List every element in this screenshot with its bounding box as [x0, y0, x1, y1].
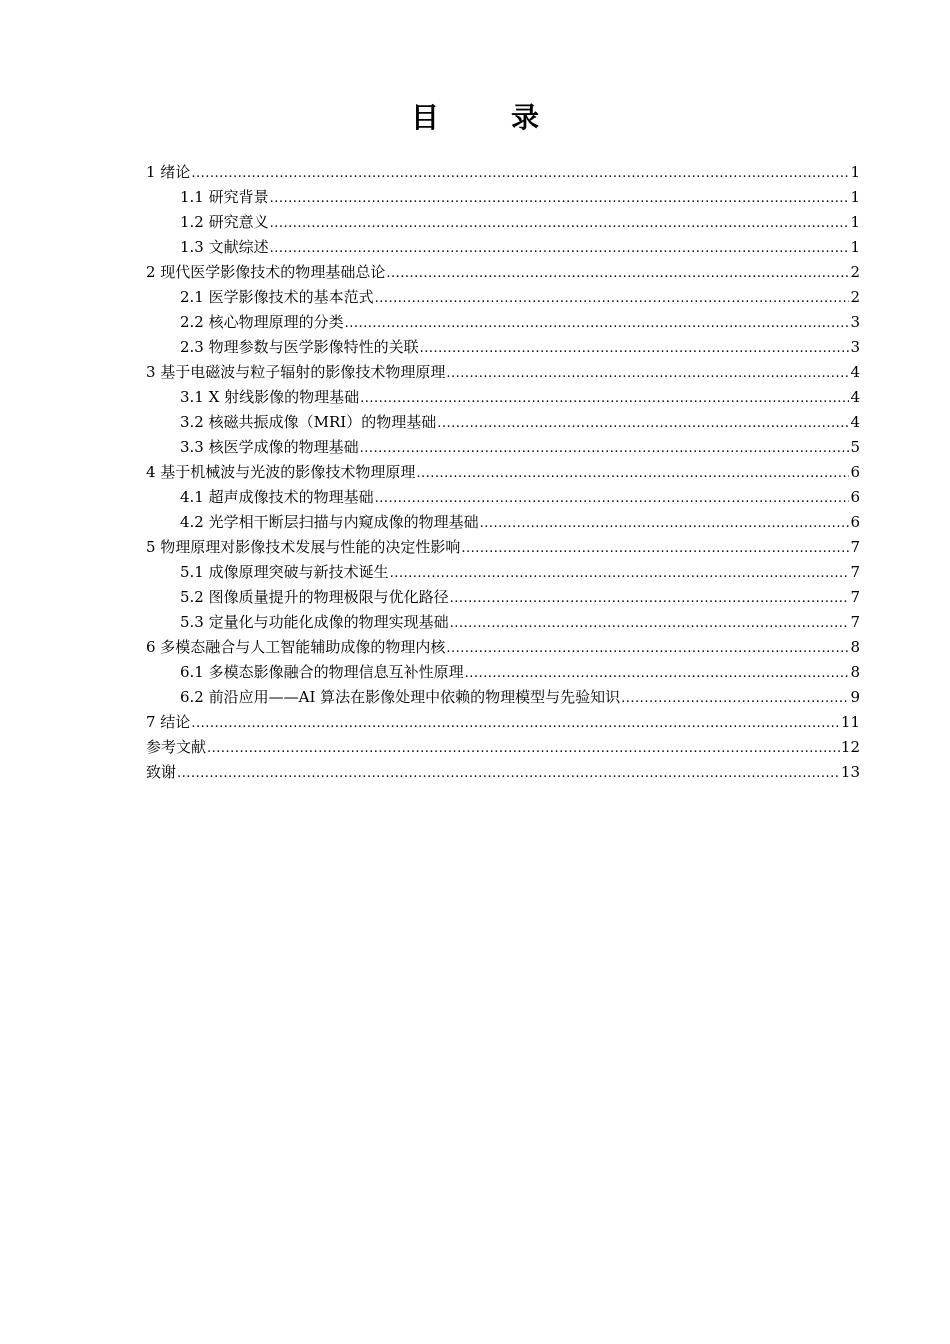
toc-entry-page-number: 6: [850, 513, 860, 531]
toc-entry[interactable]: [146, 560, 860, 585]
toc-entry[interactable]: [146, 260, 860, 285]
toc-entry-page-number: 3: [850, 313, 860, 331]
toc-dot-leader: [390, 561, 850, 586]
toc-entry-label: 4.1 超声成像技术的物理基础: [180, 488, 374, 506]
toc-dot-leader: [360, 436, 850, 461]
toc-dot-leader: [177, 761, 840, 786]
toc-entry-label: 4.2 光学相干断层扫描与内窥成像的物理基础: [180, 513, 479, 531]
toc-dot-leader: [207, 736, 840, 761]
toc-entry-page-number: 6: [850, 463, 860, 481]
toc-dot-leader: [420, 336, 850, 361]
toc-entry-page-number: 4: [850, 363, 860, 381]
toc-entry[interactable]: [146, 360, 860, 385]
toc-entry-page-number: 1: [850, 238, 860, 256]
toc-entry-page-number: 13: [840, 763, 860, 781]
toc-entry[interactable]: [146, 610, 860, 635]
toc-dot-leader: [191, 711, 840, 736]
toc-entry-label: 参考文献: [146, 738, 207, 756]
toc-entry-page-number: 11: [840, 713, 860, 731]
toc-entry-page-number: 4: [850, 413, 860, 431]
toc-dot-leader: [416, 461, 849, 486]
toc-entry-page-number: 1: [850, 213, 860, 231]
toc-title: 目 录: [410, 101, 561, 134]
toc-dot-leader: [446, 361, 849, 386]
toc-entry[interactable]: [146, 310, 860, 335]
toc-entry-label: 5 物理原理对影像技术发展与性能的决定性影响: [146, 538, 461, 556]
toc-entry-label: 3.3 核医学成像的物理基础: [180, 438, 359, 456]
toc-dot-leader: [437, 411, 849, 436]
toc-entry-label: 3.1 X 射线影像的物理基础: [180, 388, 360, 406]
toc-entry-label: 2.2 核心物理原理的分类: [180, 313, 344, 331]
toc-entry-label: 6 多模态融合与人工智能辅助成像的物理内核: [146, 638, 446, 656]
toc-entry-page-number: 7: [850, 538, 860, 556]
toc-dot-leader: [450, 586, 850, 611]
toc-entry-page-number: 3: [850, 338, 860, 356]
toc-entry-page-number: 7: [850, 613, 860, 631]
toc-entry-page-number: 6: [850, 488, 860, 506]
toc-entry-page-number: 5: [850, 438, 860, 456]
toc-dot-leader: [191, 161, 849, 186]
toc-entry[interactable]: [146, 710, 860, 735]
table-of-contents: [146, 160, 860, 785]
toc-dot-leader: [465, 661, 850, 686]
toc-entry-label: 6.2 前沿应用——AI 算法在影像处理中依赖的物理模型与先验知识: [180, 688, 621, 706]
toc-entry-label: 3.2 核磁共振成像（MRI）的物理基础: [180, 413, 437, 431]
toc-entry[interactable]: [146, 510, 860, 535]
toc-dot-leader: [345, 311, 850, 336]
toc-entry[interactable]: [146, 235, 860, 260]
toc-entry-page-number: 2: [850, 288, 860, 306]
toc-dot-leader: [450, 611, 850, 636]
toc-dot-leader: [386, 261, 849, 286]
toc-entry-page-number: 8: [850, 638, 860, 656]
toc-dot-leader: [621, 686, 849, 711]
toc-entry[interactable]: [146, 585, 860, 610]
toc-dot-leader: [446, 636, 849, 661]
toc-dot-leader: [270, 186, 850, 211]
toc-entry-label: 6.1 多模态影像融合的物理信息互补性原理: [180, 663, 464, 681]
toc-entry-label: 1.1 研究背景: [180, 188, 269, 206]
toc-entry-page-number: 7: [850, 588, 860, 606]
toc-entry[interactable]: [146, 635, 860, 660]
toc-entry[interactable]: [146, 660, 860, 685]
toc-entry-page-number: 7: [850, 563, 860, 581]
toc-entry[interactable]: [146, 185, 860, 210]
toc-entry[interactable]: [146, 685, 860, 710]
toc-entry[interactable]: [146, 160, 860, 185]
toc-dot-leader: [270, 211, 850, 236]
toc-entry[interactable]: [146, 285, 860, 310]
toc-entry-label: 5.2 图像质量提升的物理极限与优化路径: [180, 588, 449, 606]
toc-dot-leader: [360, 386, 849, 411]
toc-entry[interactable]: [146, 435, 860, 460]
toc-entry[interactable]: [146, 535, 860, 560]
toc-entry[interactable]: [146, 485, 860, 510]
toc-entry[interactable]: [146, 460, 860, 485]
toc-entry[interactable]: [146, 410, 860, 435]
toc-entry-label: 2.3 物理参数与医学影像特性的关联: [180, 338, 419, 356]
toc-entry[interactable]: [146, 385, 860, 410]
toc-entry-label: 致谢: [146, 763, 177, 781]
toc-entry-label: 7 结论: [146, 713, 191, 731]
toc-entry-page-number: 1: [850, 188, 860, 206]
toc-entry-label: 1.3 文献综述: [180, 238, 269, 256]
toc-entry-page-number: 4: [850, 388, 860, 406]
toc-entry-page-number: 1: [850, 163, 860, 181]
toc-entry-label: 1.2 研究意义: [180, 213, 269, 231]
toc-entry-page-number: 12: [840, 738, 860, 756]
toc-entry-label: 5.3 定量化与功能化成像的物理实现基础: [180, 613, 449, 631]
toc-entry-label: 5.1 成像原理突破与新技术诞生: [180, 563, 389, 581]
toc-entry-label: 3 基于电磁波与粒子辐射的影像技术物理原理: [146, 363, 446, 381]
toc-entry[interactable]: [146, 735, 860, 760]
toc-entry-label: 4 基于机械波与光波的影像技术物理原理: [146, 463, 416, 481]
toc-entry[interactable]: [146, 210, 860, 235]
toc-dot-leader: [375, 486, 850, 511]
toc-dot-leader: [480, 511, 850, 536]
toc-dot-leader: [461, 536, 849, 561]
toc-entry-page-number: 2: [850, 263, 860, 281]
toc-dot-leader: [270, 236, 850, 261]
toc-entry-label: 2 现代医学影像技术的物理基础总论: [146, 263, 386, 281]
toc-dot-leader: [375, 286, 850, 311]
toc-entry-page-number: 9: [850, 688, 860, 706]
toc-entry[interactable]: [146, 335, 860, 360]
toc-entry[interactable]: [146, 760, 860, 785]
toc-entry-page-number: 8: [850, 663, 860, 681]
toc-entry-label: 2.1 医学影像技术的基本范式: [180, 288, 374, 306]
toc-entry-label: 1 绪论: [146, 163, 191, 181]
